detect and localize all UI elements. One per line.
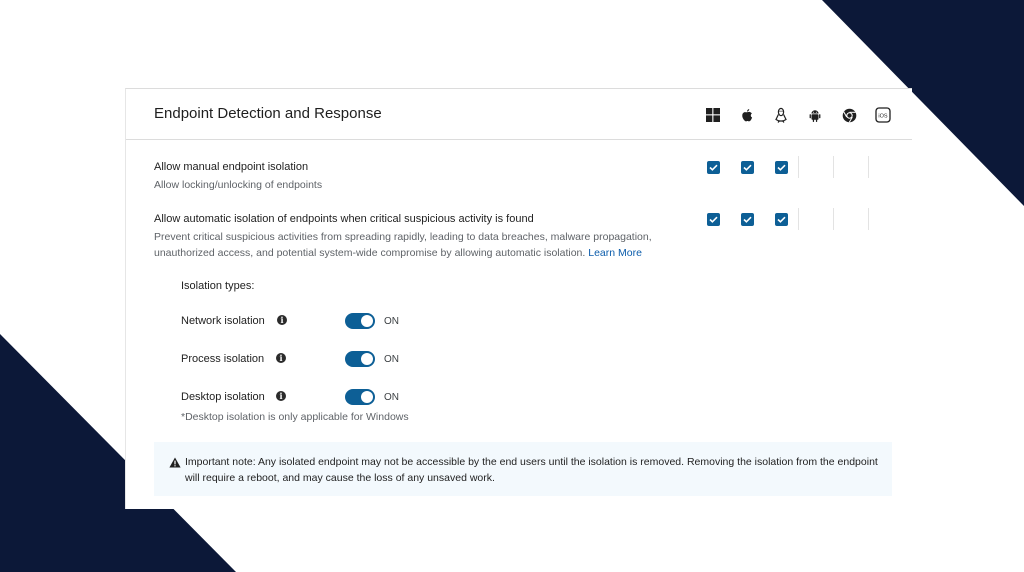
desktop-isolation-row bbox=[181, 389, 481, 407]
toggle-knob bbox=[361, 391, 373, 403]
android-cell-empty bbox=[798, 208, 833, 230]
android-cell-empty bbox=[798, 156, 833, 178]
platform-icons bbox=[696, 104, 900, 126]
process-isolation-label: Process isolation bbox=[181, 353, 265, 365]
setting-manual-isolation bbox=[154, 161, 322, 193]
warning-icon bbox=[169, 457, 181, 468]
info-icon[interactable]: i bbox=[276, 353, 286, 363]
linux-icon bbox=[764, 104, 798, 126]
desktop-isolation-footnote: *Desktop isolation is only applicable for Windows bbox=[181, 411, 409, 423]
important-note-box bbox=[154, 442, 892, 496]
ios-icon bbox=[866, 104, 900, 126]
mac-cell bbox=[730, 156, 764, 178]
toggle-knob bbox=[361, 353, 373, 365]
ios-icon-label: iOS bbox=[878, 113, 888, 120]
network-isolation-toggle[interactable] bbox=[345, 313, 375, 329]
desktop-isolation-label: Desktop isolation bbox=[181, 391, 265, 403]
setting-automatic-isolation bbox=[154, 213, 694, 261]
important-note-text: Important note: Any isolated endpoint may not be accessible by the end users until the isolation is removed. Removing the isolation from the endpoint will require a reboot, and may cause the loss of any unsaved work. bbox=[185, 456, 878, 484]
windows-cell bbox=[696, 208, 730, 230]
windows-checkbox[interactable] bbox=[707, 213, 720, 226]
chrome-icon bbox=[832, 104, 866, 126]
isolation-types-heading: Isolation types: bbox=[181, 280, 255, 292]
linux-cell bbox=[764, 156, 798, 178]
mac-checkbox[interactable] bbox=[741, 161, 754, 174]
manual-isolation-platform-checks bbox=[696, 156, 903, 178]
ios-cell-empty bbox=[868, 208, 903, 230]
process-isolation-row bbox=[181, 351, 481, 369]
linux-cell bbox=[764, 208, 798, 230]
info-icon[interactable]: i bbox=[276, 391, 286, 401]
mac-cell bbox=[730, 208, 764, 230]
desktop-isolation-toggle[interactable] bbox=[345, 389, 375, 405]
setting-name: Allow automatic isolation of endpoints when critical suspicious activity is found bbox=[154, 213, 534, 225]
setting-description bbox=[154, 229, 694, 261]
apple-icon bbox=[730, 104, 764, 126]
network-isolation-row bbox=[181, 313, 481, 331]
process-isolation-toggle[interactable] bbox=[345, 351, 375, 367]
network-isolation-label: Network isolation bbox=[181, 315, 265, 327]
android-icon bbox=[798, 104, 832, 126]
windows-cell bbox=[696, 156, 730, 178]
chrome-cell-empty bbox=[833, 156, 868, 178]
info-icon[interactable]: i bbox=[277, 315, 287, 325]
learn-more-link[interactable]: Learn More bbox=[588, 247, 642, 259]
toggle-knob bbox=[361, 315, 373, 327]
ios-cell-empty bbox=[868, 156, 903, 178]
setting-description-text: Prevent critical suspicious activities from spreading rapidly, leading to data breaches, malware propagation, unauthorized access, and potential system-wide compromise by allowing automatic isolation. bbox=[154, 231, 652, 259]
edr-settings-panel bbox=[125, 88, 912, 509]
linux-checkbox[interactable] bbox=[775, 213, 788, 226]
setting-name: Allow manual endpoint isolation bbox=[154, 161, 309, 173]
windows-checkbox[interactable] bbox=[707, 161, 720, 174]
toggle-state: ON bbox=[384, 354, 399, 365]
automatic-isolation-platform-checks bbox=[696, 208, 903, 230]
windows-icon bbox=[696, 104, 730, 126]
mac-checkbox[interactable] bbox=[741, 213, 754, 226]
chrome-cell-empty bbox=[833, 208, 868, 230]
panel-title: Endpoint Detection and Response bbox=[154, 105, 382, 122]
setting-description: Allow locking/unlocking of endpoints bbox=[154, 179, 323, 191]
toggle-state: ON bbox=[384, 392, 399, 403]
toggle-state: ON bbox=[384, 316, 399, 327]
linux-checkbox[interactable] bbox=[775, 161, 788, 174]
panel-header bbox=[126, 89, 912, 140]
